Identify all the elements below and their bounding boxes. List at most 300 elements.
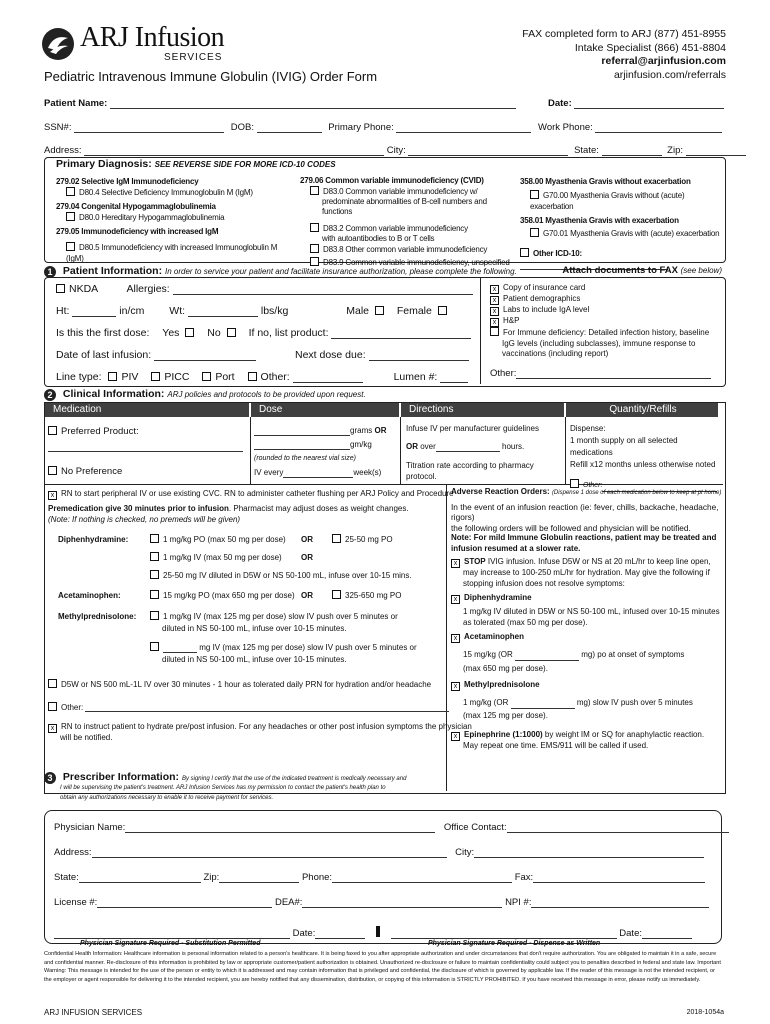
- doc-item-immune[interactable]: [490, 327, 720, 339]
- dx-col3-item1[interactable]: [520, 190, 720, 212]
- diph2-checkbox[interactable]: [150, 552, 159, 561]
- male-label: Male: [346, 305, 369, 317]
- direction-over-row: [406, 441, 564, 452]
- doc-item-immune-3: vaccinations (including report): [502, 349, 609, 358]
- no-label: No: [207, 327, 221, 339]
- acet-text: Acetaminophen:: [58, 591, 121, 600]
- dx-label: D83.0 Common variable immunodeficiency w/: [323, 187, 478, 196]
- zip-label: Zip:: [667, 145, 684, 156]
- adr-diph-checkbox[interactable]: x: [451, 595, 460, 604]
- acet1b-label: 325-650 mg PO: [345, 591, 402, 600]
- signature-field-2[interactable]: [391, 929, 617, 939]
- nkda-label: NKDA: [69, 283, 98, 295]
- doc-checkbox[interactable]: x: [490, 296, 499, 305]
- adr-methyl-row[interactable]: [451, 680, 721, 691]
- work-phone-label: Work Phone:: [538, 122, 593, 133]
- piv-checkbox[interactable]: [108, 372, 117, 381]
- pres-address-label: Address:: [54, 847, 92, 858]
- dir-over-label: over: [420, 442, 436, 451]
- if-no-field[interactable]: [331, 329, 471, 339]
- ht-label: Ht:: [56, 305, 70, 317]
- npi-label: NPI #:: [505, 897, 532, 908]
- acet1-checkbox[interactable]: [150, 590, 159, 599]
- yes-checkbox[interactable]: [185, 328, 194, 337]
- diph2-label: 1 mg/kg IV (max 50 mg per dose): [163, 553, 282, 562]
- dx-col3-head1: 358.00 Myasthenia Gravis without exacerbation: [520, 177, 691, 186]
- dx-label: D80.4 Selective Deficiency Immunoglobulin M (IgM): [79, 188, 253, 197]
- adr-column: [451, 487, 721, 752]
- last-infusion-label: Date of last infusion:: [56, 349, 152, 361]
- acet1b-checkbox[interactable]: [332, 590, 341, 599]
- dob-field[interactable]: [257, 123, 322, 133]
- patient-info-title: Patient Information:: [62, 265, 163, 277]
- primary-phone-label: Primary Phone:: [328, 122, 394, 133]
- line-type-row: [56, 371, 468, 383]
- diph-opt1[interactable]: [150, 534, 286, 545]
- diph-opt3[interactable]: [150, 570, 412, 581]
- city-label: City:: [386, 145, 406, 156]
- dx-col2-item-0b: predominate abnormalities of B-cell numbers and functions: [322, 197, 487, 216]
- dx-col3-head2: 358.01 Myasthenia Gravis with exacerbation: [520, 216, 679, 225]
- rn-hydrate-line2: will be notified.: [60, 733, 113, 742]
- primary-phone-field[interactable]: [396, 123, 531, 133]
- iv-every-label: IV every: [254, 468, 284, 477]
- doc-item-labs[interactable]: [490, 305, 720, 316]
- dir-hours-field[interactable]: [436, 442, 500, 452]
- intake-line: Intake Specialist (866) 451-8804: [574, 41, 726, 54]
- no-preference-row[interactable]: [48, 466, 122, 477]
- other-line-checkbox[interactable]: [248, 372, 257, 381]
- diagnosis-col1: [56, 176, 291, 264]
- adr-methyl-1a: 1 mg/kg (OR: [463, 698, 509, 707]
- methyl1-checkbox[interactable]: [150, 611, 159, 620]
- work-phone-field[interactable]: [595, 123, 722, 133]
- piv-label: PIV: [121, 371, 139, 383]
- other-line-label: Other:: [260, 371, 290, 383]
- adr-title: Adverse Reaction Orders:: [451, 487, 550, 496]
- attach-note: (see below): [680, 266, 722, 275]
- picc-checkbox[interactable]: [151, 372, 160, 381]
- doc-checkbox[interactable]: x: [490, 318, 499, 327]
- dx-checkbox[interactable]: [310, 223, 319, 232]
- adr-line-2: the following orders will be followed and physician will be notified.: [451, 522, 691, 533]
- npi-field[interactable]: [531, 898, 709, 908]
- prescriber-note-1: By signing I certify that the use of the indicated treatment is medically necessary and: [181, 776, 407, 782]
- dx-label: D80.0 Hereditary Hypogammaglobulinemia: [79, 213, 225, 222]
- ht-field[interactable]: [72, 307, 116, 317]
- dx-col3-item2[interactable]: [520, 228, 720, 239]
- doc-item-demographics[interactable]: [490, 294, 720, 305]
- license-field[interactable]: [97, 898, 272, 908]
- sig-caption-2: Physician Signature Required - Dispense as Written: [428, 940, 601, 947]
- methyl2-label: mg IV (max 125 mg per dose) slow IV push over 5 minutes or: [199, 643, 417, 652]
- height-weight-row: [56, 305, 451, 317]
- or-label: OR: [374, 426, 387, 435]
- patient-info-note: In order to service your patient and facilitate insurance authorization, please complete the following.: [165, 267, 517, 276]
- ssn-label: SSN#:: [44, 122, 72, 133]
- dx-col1-item-1[interactable]: [56, 212, 291, 223]
- methyl2-checkbox[interactable]: [150, 642, 159, 651]
- license-label: License #:: [54, 897, 98, 908]
- footer-code: 2018-1054a: [686, 1009, 724, 1016]
- dx-checkbox[interactable]: [520, 248, 529, 257]
- patient-name-field[interactable]: [110, 99, 516, 109]
- address-label: Address:: [44, 145, 82, 156]
- doc-item-immune-2: IgG levels (including subclasses), immune response to: [502, 338, 696, 348]
- doc-item-hp[interactable]: [490, 316, 720, 327]
- dx-checkbox[interactable]: [530, 228, 539, 237]
- first-dose-row: [56, 327, 471, 339]
- adr-epi-checkbox[interactable]: x: [451, 732, 460, 741]
- dx-label: D80.5 Immunodeficiency with increased Immunoglobulin M (IgM): [66, 243, 278, 263]
- allergy-row: [56, 283, 473, 295]
- physician-field[interactable]: [125, 823, 435, 833]
- clinical-header: [44, 388, 366, 401]
- logo-hands-icon: [40, 26, 76, 62]
- no-checkbox[interactable]: [227, 328, 236, 337]
- sig-date-label-1: Date:: [292, 928, 316, 939]
- adr-methyl-checkbox[interactable]: x: [451, 682, 460, 691]
- preferred-label: Preferred Product:: [61, 426, 139, 437]
- dx-label: G70.00 Myasthenia Gravis without (acute) exacerbation: [530, 191, 685, 211]
- rn-hydrate-checkbox[interactable]: x: [48, 724, 57, 733]
- yes-label: Yes: [162, 327, 180, 339]
- prescriber-header: [44, 771, 406, 784]
- adr-diph-label: Diphenhydramine: [464, 593, 532, 602]
- license-row: [54, 897, 709, 908]
- hydrate-label: D5W or NS 500 mL-1L IV over 30 minutes - 1 hour as tolerated daily PRN for hydration and/or headache: [61, 680, 432, 689]
- office-label: Office Contact:: [443, 822, 507, 833]
- dx-label: G70.01 Myasthenia Gravis with (acute) exacerbation: [543, 229, 720, 238]
- dispense-other-label: Other:: [583, 482, 603, 489]
- clinical-divider-2: [400, 417, 401, 485]
- adr-acet-checkbox[interactable]: x: [451, 634, 460, 643]
- no-preference-checkbox[interactable]: [48, 466, 57, 475]
- dx-label: D83.9 Common variable immunodeficiency, unspecified: [323, 258, 510, 267]
- acet-label: [58, 590, 121, 601]
- doc-item-other[interactable]: [490, 369, 720, 380]
- dx-checkbox[interactable]: [310, 186, 319, 195]
- dx-col2-item-0[interactable]: [300, 186, 515, 197]
- acet-opt1b[interactable]: [332, 590, 401, 601]
- address-row: [44, 145, 746, 156]
- dx-col1-item-2[interactable]: [56, 242, 291, 264]
- dx-col1-item-0[interactable]: [56, 187, 291, 198]
- diph3-checkbox[interactable]: [150, 570, 159, 579]
- other-clinical-label: Other:: [61, 703, 84, 712]
- sig-date-field-2[interactable]: [642, 929, 692, 939]
- line-type-label: Line type:: [56, 371, 102, 383]
- doc-label: Copy of insurance card: [503, 283, 586, 292]
- hydrate-row[interactable]: [48, 679, 431, 689]
- premed-note: (Note: If nothing is checked, no premeds will be given): [48, 515, 241, 524]
- adr-line-1: In the event of an infusion reaction (ie: fever, chills, backache, headache, rigors): [451, 501, 719, 522]
- allergies-label: Allergies:: [126, 283, 170, 295]
- contact-block: [522, 28, 726, 82]
- dx-checkbox[interactable]: [66, 242, 75, 251]
- acet-or: OR: [301, 591, 313, 600]
- clinical-note: ARJ policies and protocols to be provided upon request.: [167, 390, 366, 399]
- sig-date-label-2: Date:: [619, 928, 642, 939]
- adr-acet-field[interactable]: [515, 651, 579, 661]
- methyl-label: [58, 611, 136, 622]
- dir-hours-label: hours.: [502, 442, 525, 451]
- adr-acet-1a: 15 mg/kg (OR: [463, 650, 513, 659]
- adr-acet-1: [451, 650, 721, 661]
- gmkg-field[interactable]: [254, 440, 350, 450]
- clinical-title: Clinical Information:: [62, 388, 165, 400]
- diph1-label: 1 mg/kg PO (max 50 mg per dose): [163, 535, 286, 544]
- section-number: 3: [44, 772, 56, 784]
- dx-col2-item-2[interactable]: [300, 244, 515, 255]
- adr-acet-row[interactable]: [451, 632, 721, 643]
- adr-acet-2: (max 650 mg per dose).: [463, 663, 548, 673]
- footer-company: ARJ INFUSION SERVICES: [44, 1008, 143, 1017]
- date-field[interactable]: [574, 99, 724, 109]
- confidentiality-notice: Confidential Health Information: Healthcare information is personal information related to a person's healthcare. It is being faxed to you after appropriate authorization and under circumstances that don't require authorization. You are obligated to maintain it in a safe, secure and confidential manner. Re-disclosure of this information is prohibited by law or appropriate customer/patient authorization is obtained. Unauthorized re-disclosure or failure to maintain confidentiality could subject you to penalties described in federal and state law. Important Warning: This message is intended for the use of the person or entity to which it is addressed and may contain information that is privileged and confidential, the disclosure of which is governed by applicable law. If the reader of this message is not the intended recipient, or the employer or agent responsible for delivering it to the intended recipient, you are hereby notified that any dissemination, distribution, or copying of this information is STRICTLY PROHIBITED. If you have received this message in error, please notify us immediately.: [44, 951, 721, 983]
- last-infusion-row: [56, 349, 469, 361]
- stop-line-1: IVIG infusion. Infuse D5W or NS at 20 mL/hr to keep line open,: [485, 557, 711, 566]
- signature-row: [54, 926, 692, 939]
- adr-methyl-field[interactable]: [511, 699, 575, 709]
- diagnosis-note: SEE REVERSE SIDE FOR MORE ICD-10 CODES: [154, 160, 336, 169]
- pres-state-label: State:: [54, 872, 79, 883]
- diph-text: Diphenhydramine:: [58, 535, 129, 544]
- logo-text: ARJ Infusion: [80, 22, 225, 53]
- hydrate-checkbox[interactable]: [48, 679, 57, 688]
- clinical-divider-1: [250, 417, 251, 485]
- adr-note: (Dispense 1 dose of each medication below to keep at pt home): [551, 490, 722, 496]
- dose-column: [254, 425, 399, 478]
- rn-hydrate-label: RN to instruct patient to hydrate pre/post infusion. For any headaches or other post infusion symptoms the physician: [61, 722, 472, 731]
- methyl-opt2b: diluted in NS 50-100 mL, infuse over 10-15 minutes.: [162, 655, 347, 664]
- pres-zip-label: Zip:: [203, 872, 220, 883]
- office-field[interactable]: [507, 823, 729, 833]
- acet1-label: 15 mg/kg PO (max 650 mg per dose): [163, 591, 295, 600]
- diph3-label: 25-50 mg IV diluted in D5W or NS 50-100 mL, infuse over 10-15 mins.: [163, 571, 412, 580]
- grams-label: grams: [350, 426, 373, 435]
- dose-gmkg-row: [254, 439, 399, 450]
- web-link[interactable]: arjinfusion.com/referrals: [613, 68, 726, 81]
- adr-diph-2: as tolerated (max 50 mg per dose).: [463, 617, 588, 627]
- doc-label: Patient demographics: [503, 294, 581, 303]
- methyl2-field[interactable]: [163, 643, 197, 653]
- lumen-label: Lumen #:: [393, 371, 438, 383]
- allergies-field[interactable]: [173, 285, 473, 295]
- male-checkbox[interactable]: [375, 306, 384, 315]
- form-title: Pediatric Intravenous Immune Globulin (IVIG) Order Form: [44, 69, 378, 84]
- premed-row: [48, 504, 409, 513]
- picc-label: PICC: [164, 371, 190, 383]
- dx-label: D83.8 Other common variable immunodeficiency: [323, 245, 488, 254]
- methyl-opt1b: diluted in NS 50-100 mL, infuse over 10-15 minutes.: [162, 624, 347, 633]
- patient-info-divider: [480, 278, 481, 384]
- pres-address-field[interactable]: [92, 848, 447, 858]
- pres-zip-field[interactable]: [219, 873, 299, 883]
- dir-or-label: OR: [406, 442, 418, 451]
- direction-titration: Titration rate according to pharmacy protocol.: [406, 461, 534, 481]
- dx-col2-item-1b: with autoantibodies to B or T cells: [322, 234, 435, 243]
- adr-header: [451, 487, 721, 498]
- adr-diph-row[interactable]: [451, 593, 721, 604]
- address-field[interactable]: [84, 146, 384, 156]
- dx-label: D83.2 Common variable immunodeficiency: [323, 224, 468, 233]
- col-header-medication: Medication: [45, 403, 249, 417]
- dx-col1-head-0: 279.02 Selective IgM Immunodeficiency: [56, 177, 199, 186]
- city-field[interactable]: [408, 146, 568, 156]
- signature-field-1[interactable]: [54, 929, 290, 939]
- wt-label: Wt:: [169, 305, 186, 317]
- acet-opt1[interactable]: [150, 590, 295, 601]
- adr-epi-row[interactable]: [451, 730, 721, 741]
- rn-access-row[interactable]: [48, 489, 454, 500]
- date-row: [548, 98, 724, 109]
- patient-name-label: Patient Name:: [44, 98, 108, 109]
- pres-address-row: [54, 847, 704, 858]
- dob-label: DOB:: [230, 122, 254, 133]
- adr-methyl-label: Methylprednisolone: [464, 680, 540, 689]
- ssn-field[interactable]: [74, 123, 224, 133]
- dx-col2-head: 279.06 Common variable immunodeficiency (CVID): [300, 176, 484, 185]
- preferred-product-row[interactable]: [48, 426, 139, 437]
- sig-date-field-1[interactable]: [315, 929, 365, 939]
- first-dose-label: Is this the first dose:: [56, 327, 150, 339]
- doc-label: H&P: [503, 316, 520, 325]
- pres-phone-field[interactable]: [332, 873, 512, 883]
- female-checkbox[interactable]: [438, 306, 447, 315]
- col-header-quantity: Quantity/Refills: [566, 403, 718, 417]
- other-clinical-field[interactable]: [85, 702, 449, 712]
- next-dose-field[interactable]: [369, 351, 469, 361]
- port-checkbox[interactable]: [202, 372, 211, 381]
- dx-col2-item-1[interactable]: [300, 223, 515, 234]
- prescriber-note-2: I will be supervising the patient's treatment. ARJ Infusion Services has my permission to contact the patient's health plan to: [60, 785, 386, 791]
- direction-manufacturer: Infuse IV per manufacturer guidelines: [406, 424, 539, 433]
- pres-fax-label: Fax:: [514, 872, 534, 883]
- if-no-label: If no, list product:: [248, 327, 329, 339]
- diagnosis-header: [56, 158, 336, 170]
- pres-state-field[interactable]: [79, 873, 201, 883]
- attach-title: Attach documents to FAX: [562, 265, 678, 276]
- adr-stop-checkbox[interactable]: x: [451, 559, 460, 568]
- other-clinical-row[interactable]: [48, 702, 449, 712]
- stop-line-2: may increase to 100-250 mL/hr for hydration. May give the following if: [463, 568, 710, 577]
- pres-city-field[interactable]: [474, 848, 704, 858]
- adr-acet-1b: mg) po at onset of symptoms: [581, 650, 685, 659]
- quantity-column: [570, 423, 720, 492]
- dea-label: DEA#:: [274, 897, 303, 908]
- diph-or-1: OR: [301, 535, 313, 544]
- lbs-kg-label: lbs/kg: [260, 305, 289, 317]
- dx-col1-head-1: 279.04 Congenital Hypogammaglobulinemia: [56, 202, 216, 211]
- dx-other-label: Other ICD-10:: [533, 249, 582, 258]
- patient-name-row: [44, 98, 516, 109]
- dispense-line-1: 1 month supply on all selected medications: [570, 436, 678, 457]
- logo: [40, 22, 230, 66]
- nkda-checkbox[interactable]: [56, 284, 65, 293]
- email-link[interactable]: referral@arjinfusion.com: [601, 55, 726, 67]
- iv-every-field[interactable]: [283, 468, 353, 478]
- preferred-checkbox[interactable]: [48, 426, 57, 435]
- methyl-opt2[interactable]: [150, 642, 417, 653]
- doc-checkbox[interactable]: x: [490, 285, 499, 294]
- pres-fax-field[interactable]: [533, 873, 705, 883]
- prescriber-title: Prescriber Information:: [62, 771, 180, 783]
- other-line-field[interactable]: [293, 373, 363, 383]
- female-label: Female: [396, 305, 432, 317]
- logo-sub: SERVICES: [164, 52, 223, 63]
- methyl-opt1[interactable]: [150, 611, 398, 622]
- other-clinical-checkbox[interactable]: [48, 702, 57, 711]
- doc-item-insurance[interactable]: [490, 283, 720, 294]
- doc-other-field[interactable]: [516, 369, 711, 379]
- sig-caption-1: Physician Signature Required - Substitution Permitted: [80, 940, 261, 947]
- wt-field[interactable]: [188, 307, 258, 317]
- dx-checkbox[interactable]: [66, 212, 75, 221]
- rn-hydrate-row[interactable]: [48, 722, 472, 733]
- doc-checkbox[interactable]: [490, 327, 499, 336]
- physician-label: Physician Name:: [54, 822, 126, 833]
- physician-row: [54, 822, 729, 833]
- dose-grams-row: [254, 425, 399, 436]
- col-header-dose: Dose: [251, 403, 399, 417]
- adr-diph-1: 1 mg/kg IV diluted in D5W or NS 50-100 mL, infused over 10-15 minutes: [463, 607, 720, 616]
- pres-phone-label: Phone:: [301, 872, 333, 883]
- attach-header: [562, 265, 722, 276]
- ssn-row: [44, 122, 722, 133]
- doc-checkbox[interactable]: x: [490, 307, 499, 316]
- rounded-note: (rounded to the nearest vial size): [254, 455, 356, 462]
- preferred-field[interactable]: [48, 451, 243, 452]
- dx-checkbox[interactable]: [530, 190, 539, 199]
- dx-checkbox[interactable]: [66, 187, 75, 196]
- pres-state-row: [54, 872, 705, 883]
- zip-field[interactable]: [686, 146, 746, 156]
- weeks-label: week(s): [353, 468, 382, 477]
- methyl1-label: 1 mg/kg IV (max 125 mg per dose) slow IV push over 5 minutes or: [163, 612, 398, 621]
- col-header-directions: Directions: [401, 403, 564, 417]
- premed-bold: Premedication give 30 minutes prior to infusion: [48, 504, 229, 513]
- diph-label: [58, 534, 128, 545]
- state-field[interactable]: [602, 146, 662, 156]
- doc-label: For Immune deficiency: Detailed infection history, baseline: [503, 328, 710, 337]
- stop-line-3: stopping infusion does not resolve symptoms:: [463, 578, 625, 588]
- diph1b-checkbox[interactable]: [332, 534, 341, 543]
- dx-col1-head-2: 279.05 Immunodeficiency with increased IgM: [56, 227, 219, 236]
- diph-opt2[interactable]: [150, 552, 282, 563]
- rn-access-label: RN to start peripheral IV or use existing CVC. RN to administer catheter flushing per ARJ Policy and Procedure: [61, 489, 454, 498]
- methyl-text: Methylprednisolone:: [58, 612, 137, 621]
- clinical-divider-3: [565, 417, 566, 485]
- lumen-field[interactable]: [440, 373, 468, 383]
- dispense-label: Dispense:: [570, 424, 606, 433]
- premed-rest: . Pharmacist may adjust doses as weight changes.: [228, 504, 409, 513]
- signature-divider: [376, 926, 380, 937]
- doc-label: Labs to include IgA level: [503, 305, 590, 314]
- grams-field[interactable]: [254, 426, 350, 436]
- diph1b-label: 25-50 mg PO: [345, 535, 393, 544]
- last-infusion-field[interactable]: [154, 351, 256, 361]
- clinical-vline-mid: [446, 485, 447, 791]
- dea-field[interactable]: [302, 898, 502, 908]
- dx-checkbox[interactable]: [310, 244, 319, 253]
- adr-stop-row[interactable]: [451, 557, 721, 568]
- fax-line: FAX completed form to ARJ (877) 451-8955: [522, 28, 726, 40]
- rn-access-checkbox[interactable]: x: [48, 491, 57, 500]
- diph1-checkbox[interactable]: [150, 534, 159, 543]
- diph-opt1b[interactable]: [332, 534, 393, 545]
- adr-line-4: infusion resumed at a slower rate.: [451, 543, 581, 553]
